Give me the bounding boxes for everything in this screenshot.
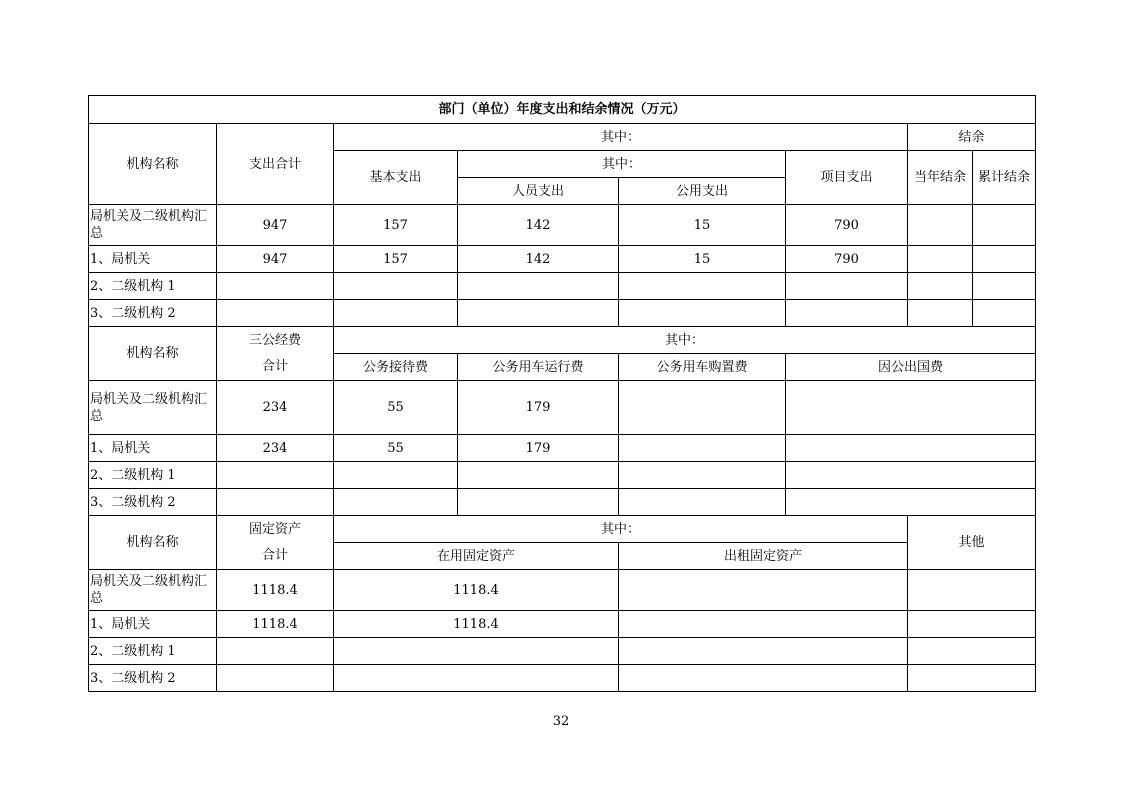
s1-group-balance: 结余 bbox=[908, 124, 1036, 151]
cell-cum-balance bbox=[973, 300, 1036, 327]
table-row bbox=[89, 300, 1036, 327]
cell-rented bbox=[619, 570, 908, 611]
cell-other bbox=[908, 665, 1036, 692]
cell-abroad bbox=[786, 381, 1036, 435]
cell-project bbox=[786, 273, 908, 300]
cell-in-use: 1118.4 bbox=[334, 611, 619, 638]
section3-header-row bbox=[89, 516, 1036, 543]
cell-cum-balance bbox=[973, 246, 1036, 273]
cell-public bbox=[619, 300, 786, 327]
table-row bbox=[89, 638, 1036, 665]
cell-personnel bbox=[458, 300, 619, 327]
s1-col-total: 支出合计 bbox=[217, 124, 334, 205]
table-row bbox=[89, 489, 1036, 516]
s1-col-year-balance: 当年结余 bbox=[908, 151, 973, 205]
s2-col-abroad: 因公出国费 bbox=[786, 354, 1036, 381]
expenditure-balance-table bbox=[88, 95, 1036, 692]
s3-col-total-line2: 合计 bbox=[261, 547, 288, 563]
s1-col-public: 公用支出 bbox=[619, 178, 786, 205]
cell-basic: 157 bbox=[334, 246, 458, 273]
table-title-row bbox=[89, 96, 1036, 124]
cell-total bbox=[217, 489, 334, 516]
cell-total bbox=[217, 273, 334, 300]
org-name: 2、二级机构 1 bbox=[89, 462, 217, 489]
cell-vehicle-buy bbox=[619, 435, 786, 462]
s2-col-total-line1: 三公经费 bbox=[248, 332, 301, 348]
cell-vehicle-run bbox=[458, 462, 619, 489]
org-name: 3、二级机构 2 bbox=[89, 300, 217, 327]
s1-subgroup-among: 其中： bbox=[458, 151, 786, 178]
cell-in-use bbox=[334, 665, 619, 692]
s3-col-in-use: 在用固定资产 bbox=[334, 543, 619, 570]
cell-public bbox=[619, 273, 786, 300]
cell-vehicle-buy bbox=[619, 462, 786, 489]
cell-abroad bbox=[786, 435, 1036, 462]
org-name: 1、局机关 bbox=[89, 435, 217, 462]
table-row bbox=[89, 246, 1036, 273]
org-name: 1、局机关 bbox=[89, 611, 217, 638]
cell-basic bbox=[334, 300, 458, 327]
cell-personnel: 142 bbox=[458, 205, 619, 246]
cell-year-balance bbox=[908, 300, 973, 327]
s1-col-cum-balance: 累计结余 bbox=[973, 151, 1036, 205]
org-name: 局机关及二级机构汇总 bbox=[89, 570, 217, 611]
cell-public: 15 bbox=[619, 246, 786, 273]
s3-col-org: 机构名称 bbox=[89, 516, 217, 570]
s2-col-vehicle-run: 公务用车运行费 bbox=[458, 354, 619, 381]
org-name: 局机关及二级机构汇总 bbox=[89, 205, 217, 246]
s2-col-total bbox=[217, 327, 334, 381]
table-row bbox=[89, 273, 1036, 300]
cell-other bbox=[908, 570, 1036, 611]
cell-year-balance bbox=[908, 273, 973, 300]
s2-col-total-line2: 合计 bbox=[261, 358, 288, 374]
s3-col-total-line1: 固定资产 bbox=[248, 521, 301, 537]
cell-total: 947 bbox=[217, 246, 334, 273]
cell-abroad bbox=[786, 489, 1036, 516]
org-name: 2、二级机构 1 bbox=[89, 273, 217, 300]
cell-reception bbox=[334, 462, 458, 489]
cell-other bbox=[908, 611, 1036, 638]
cell-rented bbox=[619, 665, 908, 692]
cell-total bbox=[217, 638, 334, 665]
cell-cum-balance bbox=[973, 205, 1036, 246]
table-row bbox=[89, 665, 1036, 692]
cell-in-use bbox=[334, 638, 619, 665]
s3-col-rented: 出租固定资产 bbox=[619, 543, 908, 570]
s1-group-among: 其中： bbox=[334, 124, 908, 151]
section2-header-row bbox=[89, 327, 1036, 354]
cell-total bbox=[217, 300, 334, 327]
cell-vehicle-run: 179 bbox=[458, 381, 619, 435]
table-row bbox=[89, 435, 1036, 462]
cell-rented bbox=[619, 638, 908, 665]
s1-col-org: 机构名称 bbox=[89, 124, 217, 205]
org-name: 3、二级机构 2 bbox=[89, 665, 217, 692]
org-name: 3、二级机构 2 bbox=[89, 489, 217, 516]
s2-col-vehicle-buy: 公务用车购置费 bbox=[619, 354, 786, 381]
cell-project bbox=[786, 300, 908, 327]
section1-header-row bbox=[89, 124, 1036, 151]
cell-cum-balance bbox=[973, 273, 1036, 300]
cell-vehicle-run bbox=[458, 489, 619, 516]
s3-group-among: 其中： bbox=[334, 516, 908, 543]
table-row bbox=[89, 381, 1036, 435]
cell-in-use: 1118.4 bbox=[334, 570, 619, 611]
cell-vehicle-buy bbox=[619, 489, 786, 516]
cell-public: 15 bbox=[619, 205, 786, 246]
cell-total: 1118.4 bbox=[217, 611, 334, 638]
cell-other bbox=[908, 638, 1036, 665]
s2-col-org: 机构名称 bbox=[89, 327, 217, 381]
s3-col-other: 其他 bbox=[908, 516, 1036, 570]
cell-basic bbox=[334, 273, 458, 300]
s1-col-basic: 基本支出 bbox=[334, 151, 458, 205]
cell-total: 234 bbox=[217, 381, 334, 435]
cell-reception: 55 bbox=[334, 381, 458, 435]
table-row bbox=[89, 205, 1036, 246]
table-title: 部门（单位）年度支出和结余情况（万元） bbox=[89, 96, 1036, 124]
cell-reception bbox=[334, 489, 458, 516]
org-name: 1、局机关 bbox=[89, 246, 217, 273]
cell-basic: 157 bbox=[334, 205, 458, 246]
table-row bbox=[89, 462, 1036, 489]
cell-project: 790 bbox=[786, 205, 908, 246]
cell-vehicle-buy bbox=[619, 381, 786, 435]
cell-vehicle-run: 179 bbox=[458, 435, 619, 462]
s1-col-personnel: 人员支出 bbox=[458, 178, 619, 205]
cell-year-balance bbox=[908, 246, 973, 273]
s1-col-project: 项目支出 bbox=[786, 151, 908, 205]
cell-total: 947 bbox=[217, 205, 334, 246]
cell-total: 234 bbox=[217, 435, 334, 462]
cell-total bbox=[217, 462, 334, 489]
org-name: 2、二级机构 1 bbox=[89, 638, 217, 665]
cell-personnel bbox=[458, 273, 619, 300]
table-row bbox=[89, 611, 1036, 638]
cell-abroad bbox=[786, 462, 1036, 489]
cell-rented bbox=[619, 611, 908, 638]
cell-personnel: 142 bbox=[458, 246, 619, 273]
cell-total: 1118.4 bbox=[217, 570, 334, 611]
table-row bbox=[89, 570, 1036, 611]
s3-col-total bbox=[217, 516, 334, 570]
org-name: 局机关及二级机构汇总 bbox=[89, 381, 217, 435]
cell-project: 790 bbox=[786, 246, 908, 273]
s2-col-reception: 公务接待费 bbox=[334, 354, 458, 381]
s2-group-among: 其中： bbox=[334, 327, 1036, 354]
cell-total bbox=[217, 665, 334, 692]
cell-reception: 55 bbox=[334, 435, 458, 462]
page-number: 32 bbox=[552, 714, 570, 729]
cell-year-balance bbox=[908, 205, 973, 246]
